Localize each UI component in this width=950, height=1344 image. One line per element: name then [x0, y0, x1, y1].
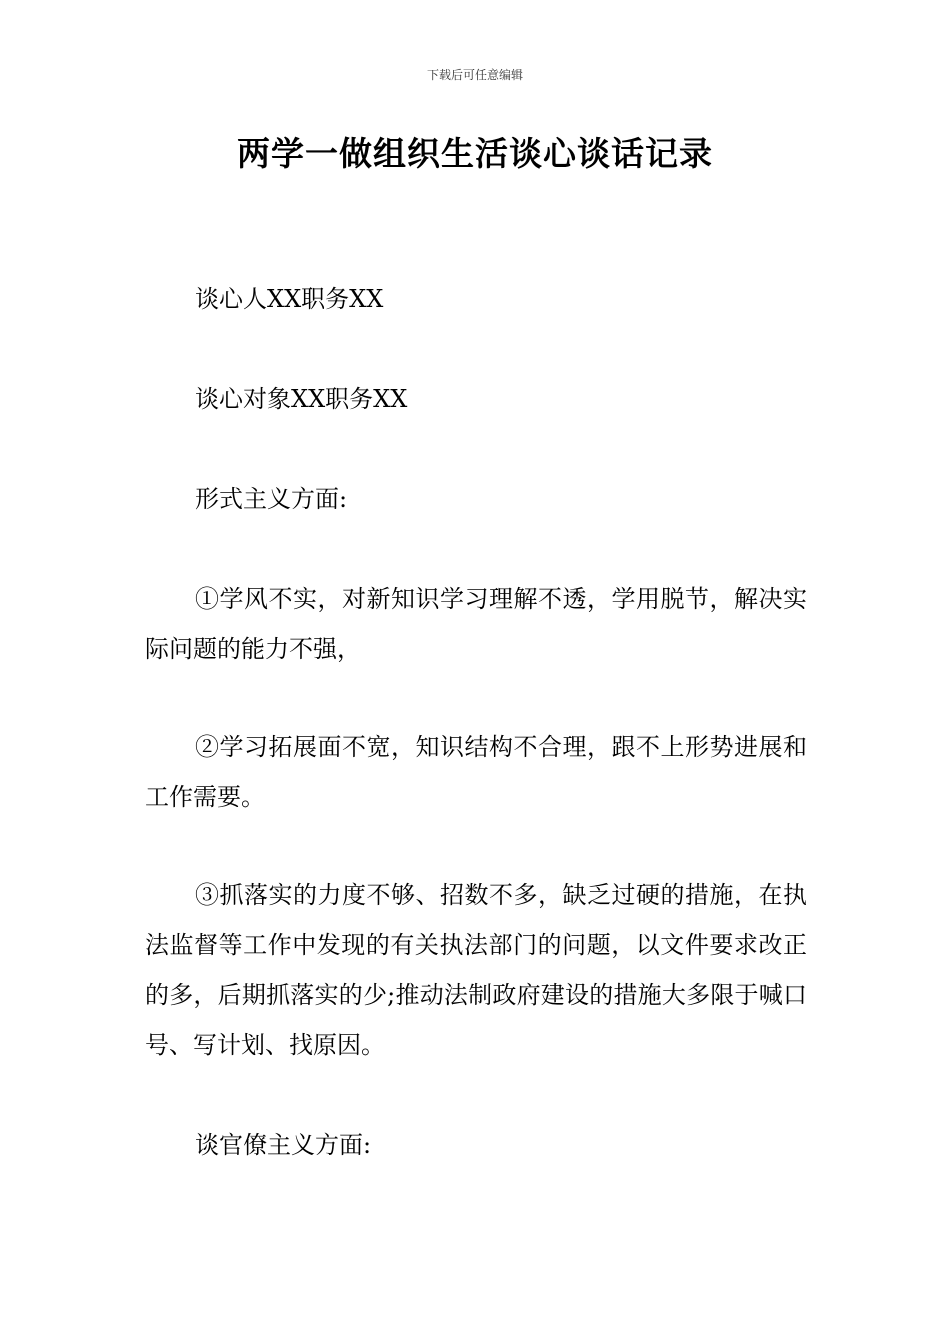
paragraph-item-3: ③抓落实的力度不够、招数不多，缺乏过硬的措施，在执法监督等工作中发现的有关执法部门的问题，以文件要求改正的多，后期抓落实的少;推动法制政府建设的措施大多限于喊口号、写计划、找原因。: [145, 881, 807, 1059]
paragraph-talker: 谈心人XX职务XX: [195, 285, 384, 313]
page-header-note: 下载后可任意编辑: [426, 68, 523, 82]
paragraph-bureaucracy-heading: 谈官僚主义方面:: [195, 1131, 372, 1159]
paragraph-talk-target: 谈心对象XX职务XX: [195, 385, 408, 413]
paragraph-formalism-heading: 形式主义方面:: [195, 485, 348, 513]
paragraph-item-2: ②学习拓展面不宽，知识结构不合理，跟不上形势进展和工作需要。: [145, 733, 807, 811]
paragraph-item-1: ①学风不实，对新知识学习理解不透，学用脱节，解决实际问题的能力不强，: [145, 585, 807, 663]
document-title: 两学一做组织生活谈心谈话记录: [237, 134, 713, 173]
